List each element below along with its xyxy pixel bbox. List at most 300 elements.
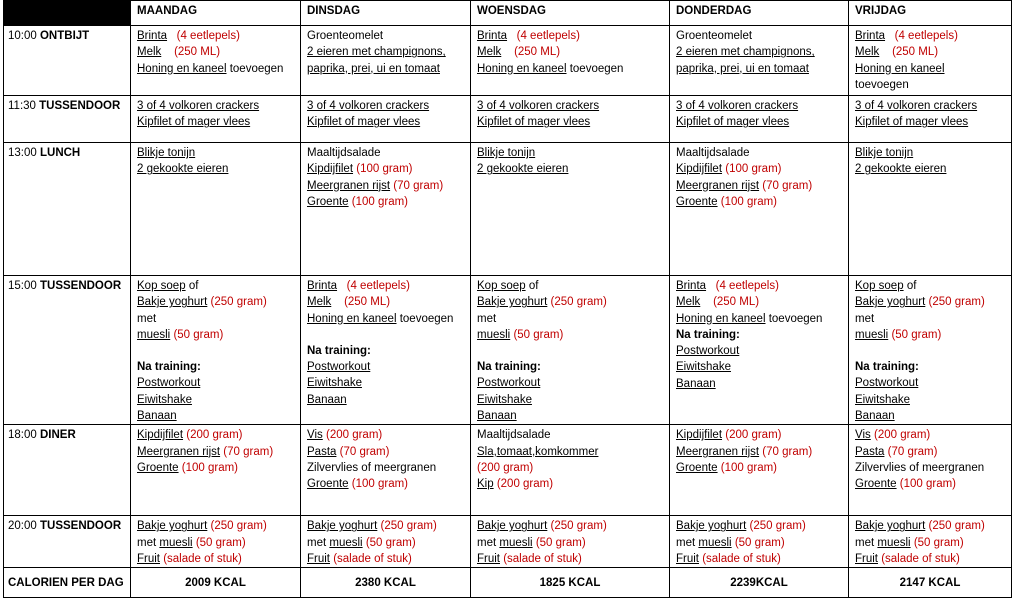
total-dinsdag: 2380 KCAL (301, 568, 471, 598)
cell-line (137, 327, 294, 343)
text-item: 15:00 (8, 280, 37, 292)
text-item: Postworkout (137, 377, 201, 390)
text-item: (70 gram) (339, 445, 390, 458)
text-item: (100 gram) (181, 461, 239, 474)
text-item: (250 gram) (928, 296, 985, 309)
cell-line (477, 476, 663, 492)
text-item: (50 gram) (535, 536, 586, 549)
text-item: Banaan (307, 393, 347, 406)
text-item: Bakje yoghurt (477, 520, 548, 533)
text-item: (250 gram) (210, 520, 267, 533)
text-item: Groente (307, 478, 349, 491)
text-item: (100 gram) (899, 478, 957, 491)
cell-line (676, 178, 842, 194)
text-item: Sla,tomaat,komkommer (477, 445, 599, 458)
cell (670, 516, 849, 568)
text-item: (salade of stuk) (503, 552, 582, 565)
text-item: (100 gram) (725, 163, 782, 176)
text-item: Pasta (855, 445, 885, 458)
cell-line (307, 444, 464, 460)
text-item: paprika, prei, ui en tomaat (676, 62, 809, 75)
cell-line (855, 427, 1005, 443)
cell-line (137, 28, 294, 44)
cell-line (477, 44, 663, 60)
row-tussendoor-2000 (4, 516, 1012, 568)
text-item: Bakje yoghurt (477, 296, 548, 309)
cell-line (137, 427, 294, 443)
cell-line (855, 444, 1005, 460)
text-item: Banaan (137, 410, 177, 423)
text-item: (100 gram) (351, 195, 409, 208)
text-item: Kipdijfilet (676, 429, 723, 442)
text-item: TUSSENDOOR (39, 280, 122, 292)
cell-line (307, 551, 464, 567)
cell-line (137, 44, 294, 60)
cell-line (477, 278, 663, 294)
text-item: Maaltijdsalade (307, 147, 381, 159)
cell-line (307, 518, 464, 534)
day-header-woensdag: WOENSDAG (471, 1, 670, 26)
text-item: Maaltijdsalade (676, 147, 750, 159)
text-item: toevoegen (855, 78, 909, 91)
text-item: (200 gram) (325, 429, 383, 442)
text-item: Kipfilet of mager vlees (137, 116, 251, 129)
text-item: Brinta (137, 30, 168, 42)
text-item: of (906, 280, 917, 292)
text-item: 2 gekookte eieren (477, 163, 569, 176)
text-item: 3 of 4 volkoren crackers (137, 100, 260, 112)
text-item: Zilvervlies of meergranen (855, 461, 985, 474)
text-item: Fruit (137, 552, 160, 565)
text-item: Kop soep (855, 280, 904, 292)
text-item: Groenteomelet (307, 30, 384, 42)
text-item: met (676, 536, 696, 549)
cell-line (477, 551, 663, 567)
text-item: (100 gram) (351, 478, 409, 491)
text-item: met (307, 536, 327, 549)
text-item: Kipdijfilet (676, 163, 723, 176)
text-item: Pasta (307, 445, 337, 458)
cell (670, 26, 849, 96)
text-item: Melk (137, 46, 162, 59)
text-item: Fruit (307, 552, 330, 565)
cell-line (137, 518, 294, 534)
text-item: Blikje tonijn (137, 147, 196, 159)
total-vrijdag: 2147 KCAL (849, 568, 1012, 598)
totals-label: CALORIEN PER DAG (4, 568, 131, 598)
cell-line (137, 278, 294, 294)
cell-line (477, 61, 663, 77)
text-item: Na training: (307, 344, 371, 357)
cell-line (855, 476, 1005, 492)
row-label (4, 26, 131, 96)
row-label (4, 425, 131, 516)
cell-line (137, 444, 294, 460)
text-item: Na training: (137, 361, 201, 374)
cell-line (676, 194, 842, 210)
cell-line (676, 518, 842, 534)
cell-line (137, 460, 294, 476)
cell (849, 516, 1012, 568)
cell (131, 516, 301, 568)
row-label (4, 516, 131, 568)
cell-line (676, 551, 842, 567)
text-item: Kipfilet of mager vlees (307, 116, 421, 129)
cell-line (137, 535, 294, 551)
text-item: LUNCH (39, 147, 81, 159)
text-item: Na training: (676, 328, 740, 341)
cell-line (477, 535, 663, 551)
cell (131, 425, 301, 516)
text-item: Eiwitshake (477, 393, 532, 406)
cell (471, 516, 670, 568)
cell-line (137, 294, 294, 310)
cell (849, 96, 1012, 143)
text-item: Kip (477, 478, 494, 491)
text-item: Honing en kaneel (676, 312, 766, 325)
meal-name: ONTBIJT (39, 30, 90, 42)
text-item: muesli (137, 328, 171, 341)
row-tussendoor-1500 (4, 276, 1012, 425)
corner-cell (4, 1, 131, 26)
cell (849, 143, 1012, 276)
text-item: (salade of stuk) (881, 552, 960, 565)
text-item: Meergranen rijst (137, 445, 221, 458)
cell (301, 143, 471, 276)
row-tussendoor-1130 (4, 96, 1012, 143)
text-item: Groente (855, 478, 897, 491)
text-item: (250 gram) (550, 520, 607, 533)
text-item: Honing en kaneel (477, 62, 567, 75)
text-item: met (477, 312, 497, 325)
cell-line (855, 343, 1005, 359)
text-item: Fruit (477, 552, 500, 565)
text-item: (50 gram) (173, 328, 224, 341)
text-item: (250 ML) (174, 46, 221, 59)
text-item: Banaan (855, 410, 895, 423)
text-item: paprika, prei, ui en tomaat (307, 62, 440, 75)
text-item: 11:30 (8, 100, 36, 112)
text-item: (100 gram) (356, 163, 413, 176)
cell-line (477, 518, 663, 534)
day-header-donderdag: DONDERDAG (670, 1, 849, 26)
cell-line (676, 444, 842, 460)
cell (131, 276, 301, 425)
text-item: Banaan (477, 410, 517, 423)
text-item: Kipfilet of mager vlees (855, 116, 969, 129)
text-item: 3 of 4 volkoren crackers (676, 100, 799, 112)
header-row (4, 1, 1012, 26)
text-item: Kipdijfilet (307, 163, 354, 176)
text-item: Postworkout (676, 345, 740, 358)
cell-line (676, 460, 842, 476)
text-item: met (137, 536, 157, 549)
text-item: (200 gram) (186, 429, 243, 442)
text-item: Melk (477, 46, 502, 59)
text-item: (4 eetlepels) (346, 280, 410, 292)
text-item: 13:00 (8, 147, 37, 159)
text-item: (4 eetlepels) (894, 30, 958, 42)
text-item: Kop soep (477, 280, 526, 292)
text-item: (250 ML) (344, 296, 391, 309)
cell (471, 425, 670, 516)
text-item: Honing en kaneel (855, 62, 945, 75)
row-label (4, 143, 131, 276)
text-item: Banaan (676, 377, 716, 390)
text-item: TUSSENDOOR (39, 100, 121, 112)
time: 10:00 (8, 30, 37, 42)
meal-plan-table (3, 0, 1012, 598)
cell-line (477, 294, 663, 310)
text-item: muesli (159, 536, 193, 549)
cell (471, 26, 670, 96)
text-item: (200 gram) (873, 429, 931, 442)
text-item: met (477, 536, 497, 549)
text-item: muesli (477, 328, 511, 341)
text-item: Kipdijfilet (137, 429, 184, 442)
text-item: Blikje tonijn (477, 147, 536, 159)
cell-line (307, 311, 464, 327)
cell (301, 516, 471, 568)
text-item: Melk (855, 46, 880, 59)
text-item: toevoegen (768, 312, 823, 325)
text-item: muesli (877, 536, 911, 549)
text-item: Groenteomelet (676, 30, 753, 42)
text-item: Honing en kaneel (137, 62, 227, 75)
cell-line (307, 161, 464, 177)
text-item: (50 gram) (365, 536, 416, 549)
cell-line (676, 294, 842, 310)
text-item: (200 gram) (725, 429, 782, 442)
text-item: (250 gram) (928, 520, 985, 533)
cell-line (137, 61, 294, 77)
cell-line (477, 343, 663, 359)
text-item: (50 gram) (913, 536, 964, 549)
cell-line (855, 327, 1005, 343)
cell-line (137, 551, 294, 567)
row-lunch (4, 143, 1012, 276)
text-item: Meergranen rijst (676, 179, 760, 192)
text-item: (50 gram) (734, 536, 785, 549)
text-item: Honing en kaneel (307, 312, 397, 325)
cell-line (855, 61, 1005, 77)
cell-line (855, 294, 1005, 310)
text-item: Eiwitshake (307, 377, 362, 390)
text-item: (250 gram) (380, 520, 437, 533)
text-item: (250 gram) (749, 520, 806, 533)
text-item: Na training: (855, 361, 919, 374)
text-item: Brinta (676, 280, 707, 292)
cell-line (855, 44, 1005, 60)
text-item: of (528, 280, 539, 292)
text-item: (salade of stuk) (333, 552, 412, 565)
cell-line (477, 327, 663, 343)
text-item: Vis (855, 429, 871, 442)
text-item: muesli (499, 536, 533, 549)
text-item: 18:00 (8, 429, 37, 442)
text-item: (70 gram) (223, 445, 274, 458)
text-item: (200 gram) (496, 478, 554, 491)
cell (670, 143, 849, 276)
day-header-vrijdag: VRIJDAG (849, 1, 1012, 26)
cell-line (676, 278, 842, 294)
cell-line (676, 311, 842, 327)
text-item: Kop soep (137, 280, 186, 292)
cell-line (307, 278, 464, 294)
cell-line (307, 327, 464, 343)
cell-line (676, 161, 842, 177)
total-maandag: 2009 KCAL (131, 568, 301, 598)
text-item: Eiwitshake (855, 393, 910, 406)
text-item: Eiwitshake (137, 393, 192, 406)
text-item: 2 gekookte eieren (137, 163, 229, 176)
cell-line (855, 518, 1005, 534)
text-item: Kipfilet of mager vlees (477, 116, 591, 129)
text-item: (50 gram) (891, 328, 942, 341)
text-item: (50 gram) (195, 536, 246, 549)
cell-line (676, 535, 842, 551)
cell-line (855, 551, 1005, 567)
text-item: Bakje yoghurt (137, 296, 208, 309)
text-item: muesli (698, 536, 732, 549)
text-item: Meergranen rijst (307, 179, 391, 192)
text-item: DINER (39, 429, 76, 442)
row-diner (4, 425, 1012, 516)
row-ontbijt (4, 26, 1012, 96)
text-item: 3 of 4 volkoren crackers (477, 100, 600, 112)
cell (301, 26, 471, 96)
text-item: Postworkout (307, 361, 371, 374)
text-item: Brinta (307, 280, 338, 292)
text-item: Brinta (855, 30, 886, 42)
cell (301, 276, 471, 425)
text-item: Vis (307, 429, 323, 442)
cell (670, 425, 849, 516)
cell-line (307, 294, 464, 310)
cell-line (307, 178, 464, 194)
cell (849, 26, 1012, 96)
text-item: muesli (855, 328, 889, 341)
text-item: met (855, 312, 875, 325)
text-item: 2 eieren met champignons, (676, 46, 815, 59)
text-item: Postworkout (477, 377, 541, 390)
text-item: Blikje tonijn (855, 147, 914, 159)
cell-line (307, 535, 464, 551)
text-item: Bakje yoghurt (855, 296, 926, 309)
cell-line (307, 476, 464, 492)
cell-line (137, 343, 294, 359)
cell-line (855, 28, 1005, 44)
text-item: (100 gram) (720, 195, 778, 208)
text-item: (salade of stuk) (163, 552, 242, 565)
text-item: Fruit (855, 552, 878, 565)
text-item: (70 gram) (393, 179, 444, 192)
text-item: Brinta (477, 30, 508, 42)
text-item: Fruit (676, 552, 699, 565)
text-item: Groente (676, 461, 718, 474)
text-item: (250 gram) (550, 296, 607, 309)
cell-line (307, 194, 464, 210)
text-item: Kipfilet of mager vlees (676, 116, 790, 129)
totals-row (4, 568, 1012, 598)
text-item: (salade of stuk) (702, 552, 781, 565)
text-item: Melk (307, 296, 332, 309)
text-item: (70 gram) (762, 179, 813, 192)
text-item: (250 gram) (210, 296, 267, 309)
text-item: Postworkout (855, 377, 919, 390)
cell (471, 96, 670, 143)
cell (849, 425, 1012, 516)
cell (131, 26, 301, 96)
cell (670, 276, 849, 425)
total-woensdag: 1825 KCAL (471, 568, 670, 598)
day-header-dinsdag: DINSDAG (301, 1, 471, 26)
text-item: Groente (137, 461, 179, 474)
text-item: (70 gram) (887, 445, 938, 458)
text-item: Bakje yoghurt (855, 520, 926, 533)
text-item: 20:00 (8, 520, 37, 533)
text-item: (250 ML) (892, 46, 939, 59)
row-label (4, 276, 131, 425)
text-item: (250 ML) (713, 296, 760, 309)
text-item: 3 of 4 volkoren crackers (307, 100, 430, 112)
text-item: (4 eetlepels) (715, 280, 779, 292)
cell (849, 276, 1012, 425)
cell (471, 143, 670, 276)
text-item: Meergranen rijst (676, 445, 760, 458)
text-item: 2 eieren met champignons, (307, 46, 446, 59)
text-item: (200 gram) (477, 461, 534, 474)
text-item: met (137, 312, 157, 325)
cell (131, 143, 301, 276)
text-item: (70 gram) (762, 445, 813, 458)
text-item: Bakje yoghurt (676, 520, 747, 533)
text-item: toevoegen (229, 62, 284, 75)
cell-line (855, 278, 1005, 294)
text-item: Eiwitshake (676, 361, 731, 374)
text-item: (4 eetlepels) (176, 30, 240, 42)
text-item: (50 gram) (513, 328, 564, 341)
text-item: (250 ML) (514, 46, 561, 59)
text-item: 3 of 4 volkoren crackers (855, 100, 978, 112)
text-item: (100 gram) (720, 461, 778, 474)
total-donderdag: 2239KCAL (670, 568, 849, 598)
cell-line (307, 427, 464, 443)
text-item: toevoegen (569, 62, 624, 75)
text-item: Bakje yoghurt (137, 520, 208, 533)
cell (670, 96, 849, 143)
cell (471, 276, 670, 425)
cell-line (477, 28, 663, 44)
text-item: Bakje yoghurt (307, 520, 378, 533)
text-item: Na training: (477, 361, 541, 374)
cell-line (676, 427, 842, 443)
text-item: Groente (307, 195, 349, 208)
text-item: muesli (329, 536, 363, 549)
cell (301, 96, 471, 143)
text-item: TUSSENDOOR (39, 520, 122, 533)
text-item: Maaltijdsalade (477, 429, 551, 442)
text-item: Zilvervlies of meergranen (307, 461, 437, 474)
day-header-maandag: MAANDAG (131, 1, 301, 26)
row-label (4, 96, 131, 143)
text-item: 2 gekookte eieren (855, 163, 947, 176)
text-item: of (188, 280, 199, 292)
text-item: toevoegen (399, 312, 454, 325)
text-item: (4 eetlepels) (516, 30, 580, 42)
cell (131, 96, 301, 143)
cell (301, 425, 471, 516)
